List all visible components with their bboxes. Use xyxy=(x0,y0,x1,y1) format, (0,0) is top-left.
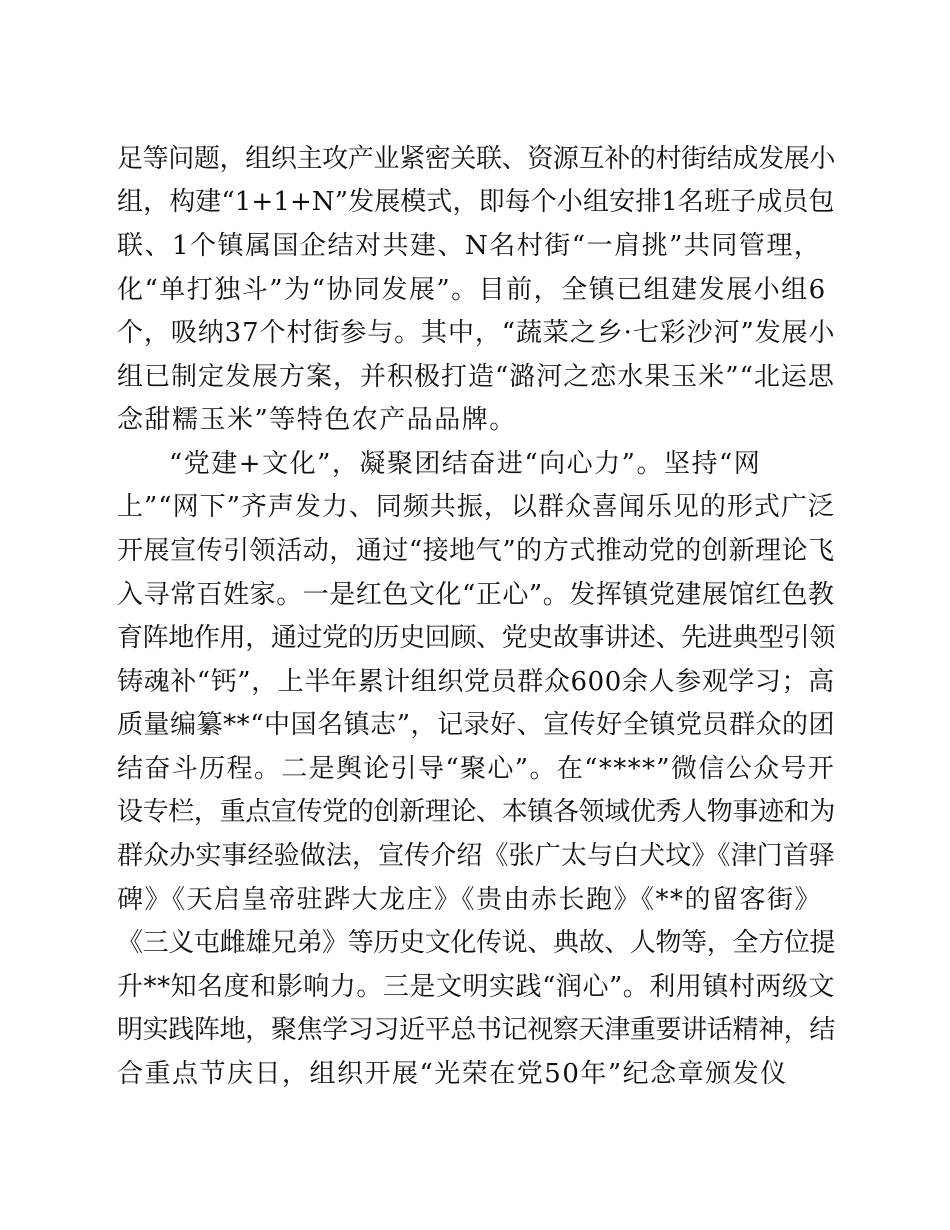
text-line-16: 设专栏，重点宣传党的创新理论、本镇各领域优秀人物事迹和为 xyxy=(117,797,836,827)
text-line-14: 质量编纂**“中国名镇志”，记录好、宣传好全镇党员群众的团 xyxy=(117,710,836,740)
text-line-19: 《三义屯雌雄兄弟》等历史文化传说、典故、人物等，全方位提 xyxy=(117,928,836,958)
text-line-6: 组已制定发展方案，并积极打造“潞河之恋水果玉米”“北运思 xyxy=(117,362,835,392)
text-line-7: 念甜糯玉米”等特色农产品品牌。 xyxy=(117,405,517,435)
text-line-5: 个，吸纳37个村街参与。其中，“蔬菜之乡·七彩沙河”发展小 xyxy=(117,318,836,348)
text-line-12: 育阵地作用，通过党的历史回顾、党史故事讲述、先进典型引领 xyxy=(117,623,836,653)
text-line-2: 组，构建“1+1+N”发展模式，即每个小组安排1名班子成员包 xyxy=(117,187,835,217)
text-line-8: “党建+文化”，凝聚团结奋进“向心力”。坚持“网 xyxy=(169,449,762,479)
text-line-11: 入寻常百姓家。一是红色文化“正心”。发挥镇党建展馆红色教 xyxy=(117,580,835,610)
text-line-22: 合重点节庆日，组织开展“光荣在党50年”纪念章颁发仪 xyxy=(117,1059,788,1089)
text-line-3: 联、1个镇属国企结对共建、N名村街“一肩挑”共同管理， xyxy=(117,231,822,261)
text-line-15: 结奋斗历程。二是舆论引导“聚心”。在“****”微信公众号开 xyxy=(117,754,836,784)
text-line-21: 明实践阵地，聚焦学习习近平总书记视察天津重要讲话精神，结 xyxy=(117,1015,836,1045)
text-line-9: 上”“网下”齐声发力、同频共振，以群众喜闻乐见的形式广泛 xyxy=(117,492,835,522)
text-line-4: 化“单打独斗”为“协同发展”。目前，全镇已组建发展小组6 xyxy=(117,275,827,305)
text-line-17: 群众办实事经验做法，宣传介绍《张广太与白犬坟》《津门首驿 xyxy=(117,841,836,871)
text-line-10: 开展宣传引领活动，通过“接地气”的方式推动党的创新理论飞 xyxy=(117,536,835,566)
text-line-20: 升**知名度和影响力。三是文明实践“润心”。利用镇村两级文 xyxy=(117,972,836,1002)
text-line-18: 碑》《天启皇帝驻跸大龙庄》《贵由赤长跑》《**的留客街》 xyxy=(117,885,823,915)
text-line-1: 足等问题，组织主攻产业紧密关联、资源互补的村街结成发展小 xyxy=(117,144,836,174)
text-line-13: 铸魂补“钙”，上半年累计组织党员群众600余人参观学习；高 xyxy=(117,667,835,697)
